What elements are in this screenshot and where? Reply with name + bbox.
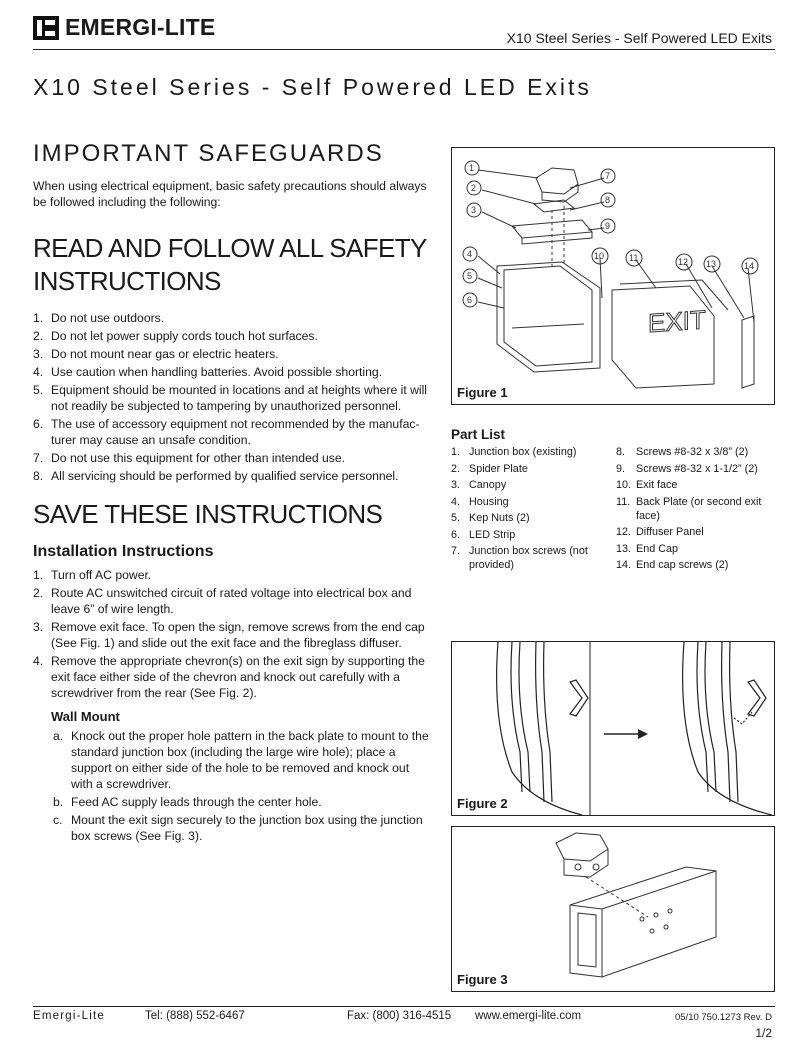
end-cap-shape xyxy=(742,316,754,388)
part-list xyxy=(451,427,781,575)
wall-mount-steps xyxy=(33,728,433,844)
footer-divider xyxy=(33,1006,775,1007)
list-item: 6. The use of accessory equipment not recommended by the manufac-turer may cause an unsafe condition. xyxy=(33,417,420,447)
read-follow-heading xyxy=(33,232,433,298)
header-divider xyxy=(33,49,775,50)
list-item: 14. End cap screws (2) xyxy=(616,559,729,571)
instructions-column xyxy=(33,140,433,846)
list-item: c. Mount the exit sign securely to the junction box using the junction box screws (See Fig. 3). xyxy=(53,813,423,843)
installation-heading: Installation Instructions xyxy=(33,543,214,560)
list-item: 2. Spider Plate xyxy=(451,462,528,475)
list-item: b. Feed AC supply leads through the center hole. xyxy=(53,795,322,809)
footer-phone: Tel: (888) 552-6467 xyxy=(145,1010,245,1022)
figure-2 xyxy=(451,641,775,816)
page-number: 1/2 xyxy=(755,1026,772,1040)
list-item: 10. Exit face xyxy=(616,479,678,491)
footer-brand: Emergi-Lite xyxy=(33,1010,105,1022)
svg-text:8: 8 xyxy=(605,195,611,205)
save-instructions-heading: SAVE THESE INSTRUCTIONS xyxy=(33,499,383,529)
part-list-title: Part List xyxy=(451,427,506,442)
svg-text:11: 11 xyxy=(629,253,639,263)
svg-text:12: 12 xyxy=(678,257,689,267)
chevron-left-icon xyxy=(570,680,588,716)
housing-shape xyxy=(570,867,716,977)
chevron-knocked-out-icon xyxy=(748,680,766,716)
figure-1-caption: Figure 1 xyxy=(457,385,508,400)
housing-shape xyxy=(497,262,600,372)
list-item: 3. Remove exit face. To open the sign, remove screws from the end cap (See Fig. 1) and slide out the exit face and the fibreglass diffuser. xyxy=(33,620,425,650)
list-item: 4. Use caution when handling batteries. Avoid possible shorting. xyxy=(33,365,383,379)
svg-text:9: 9 xyxy=(605,221,611,231)
list-item: 5. Kep Nuts (2) xyxy=(451,512,530,524)
wall-mount-diagram xyxy=(452,827,774,991)
header-series-title: X10 Steel Series - Self Powered LED Exits xyxy=(506,30,772,46)
svg-text:14: 14 xyxy=(744,261,755,271)
part-list-column-1 xyxy=(451,445,616,575)
list-item: a. Knock out the proper hole pattern in the back plate to mount to the standard junction box (including the large wire hole); place a support on either side of the hole to be removed and knock out with a screwdriver. xyxy=(53,729,429,791)
list-item: 7. Junction box screws (not provided) xyxy=(451,545,588,571)
list-item: 2. Do not let power supply cords touch hot surfaces. xyxy=(33,329,318,343)
list-item: 11. Back Plate (or second exit face) xyxy=(616,495,762,522)
svg-text:7: 7 xyxy=(605,171,611,181)
brand-logo-icon xyxy=(33,16,59,40)
footer-revision: 05/10 750.1273 Rev. D xyxy=(674,1012,772,1023)
list-item: 2. Route AC unswitched circuit of rated voltage into electrical box and leave 6” of wire length. xyxy=(33,586,412,616)
list-item: 4. Housing xyxy=(451,495,509,508)
list-item: 5. Equipment should be mounted in locations and at heights where it will not readily be subjected to tampering by unauthorized personnel. xyxy=(33,383,428,413)
footer-fax: Fax: (800) 316-4515 xyxy=(347,1010,452,1022)
arrow-right-icon xyxy=(604,729,648,739)
brand-logo xyxy=(33,14,215,41)
list-item: 1. Turn off AC power. xyxy=(33,568,152,582)
installation-steps xyxy=(33,567,433,701)
figure-3 xyxy=(451,826,775,992)
list-item: 1. Junction box (existing) xyxy=(451,446,577,458)
list-item: 4. Remove the appropriate chevron(s) on the exit sign by supporting the exit face either side of the chevron and knock out carefully with a screwdriver from the rear (See Fig. 2). xyxy=(33,654,425,700)
part-list-column-2 xyxy=(616,445,781,575)
exit-sign-text: EXIT xyxy=(648,304,706,339)
exploded-view-diagram xyxy=(452,148,774,404)
brand-name: EMERGI-LITE xyxy=(65,14,216,40)
figure-2-caption: Figure 2 xyxy=(457,796,508,811)
read-follow-heading-line2: INSTRUCTIONS xyxy=(33,266,221,296)
footer-website-link[interactable]: www.emergi-lite.com xyxy=(475,1010,582,1022)
svg-text:4: 4 xyxy=(467,249,473,259)
svg-text:1: 1 xyxy=(469,163,475,173)
page-title: X10 Steel Series - Self Powered LED Exits xyxy=(33,74,592,100)
back-plate-shape xyxy=(620,280,728,310)
svg-text:5: 5 xyxy=(467,271,473,281)
sign-edge-right xyxy=(683,642,772,815)
list-item: 9. Screws #8-32 x 1-1/2” (2) xyxy=(616,462,758,475)
safeguards-heading: IMPORTANT SAFEGUARDS xyxy=(33,140,384,167)
svg-text:3: 3 xyxy=(471,205,477,215)
svg-text:10: 10 xyxy=(594,251,605,261)
list-item: 12. Diffuser Panel xyxy=(616,526,704,538)
spider-plate-shape xyxy=(534,200,574,212)
figure-1 xyxy=(451,147,775,405)
svg-text:6: 6 xyxy=(467,295,473,305)
figure-3-caption: Figure 3 xyxy=(457,972,508,987)
list-item: 3. Do not mount near gas or electric heaters. xyxy=(33,347,279,361)
junction-box-shape xyxy=(536,168,578,194)
junction-box-shape xyxy=(556,833,608,861)
read-follow-heading-line1: READ AND FOLLOW ALL SAFETY xyxy=(33,233,427,263)
list-item: 7. Do not use this equipment for other than intended use. xyxy=(33,451,346,465)
chevron-knockout-diagram xyxy=(452,642,774,815)
list-item: 3. Canopy xyxy=(451,479,507,491)
list-item: 13. End Cap xyxy=(616,542,679,555)
safeguards-intro: When using electrical equipment, basic safety precautions should always be followed including the following: xyxy=(33,179,427,209)
list-item: 8. All servicing should be performed by qualified service personnel. xyxy=(33,469,399,483)
list-item: 1. Do not use outdoors. xyxy=(33,311,165,325)
svg-text:2: 2 xyxy=(471,183,477,193)
callout-numbers xyxy=(463,161,758,307)
wall-mount-heading: Wall Mount xyxy=(51,709,120,724)
svg-text:13: 13 xyxy=(706,259,717,269)
list-item: 6. LED Strip xyxy=(451,528,516,541)
safety-list xyxy=(33,310,433,484)
list-item: 8. Screws #8-32 x 3/8” (2) xyxy=(616,446,749,458)
